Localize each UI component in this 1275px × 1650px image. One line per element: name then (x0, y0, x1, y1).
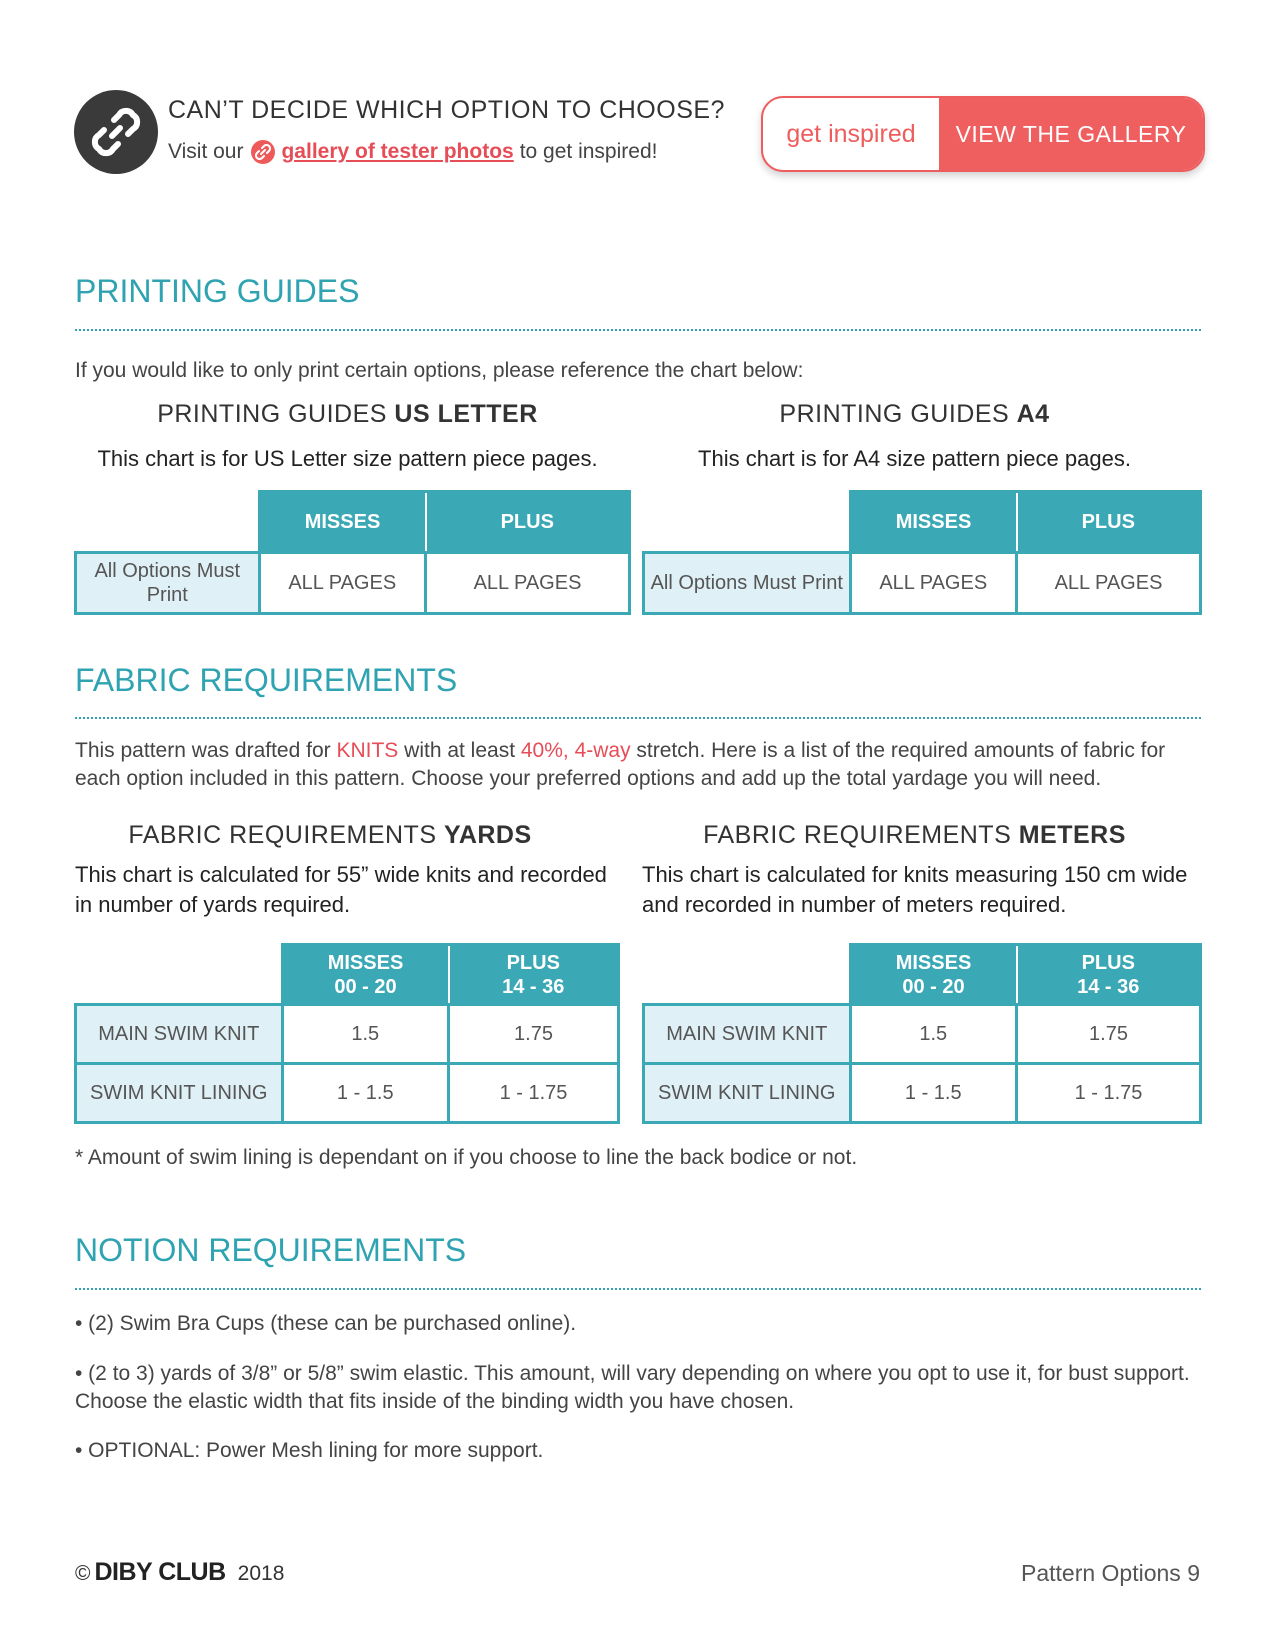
table-row (644, 1064, 1201, 1123)
table-row (76, 1005, 619, 1064)
col-header-misses: MISSES (850, 492, 1017, 553)
yards-desc: This chart is calculated for 55” wide knits and recorded in number of yards required. (75, 862, 607, 917)
small-link-icon (251, 140, 275, 164)
gallery-link[interactable]: gallery of tester photos (281, 140, 514, 163)
table-cell: 1.75 (449, 1005, 619, 1064)
yards-heading-plain: FABRIC REQUIREMENTS (128, 821, 444, 849)
col-header-line: PLUS (1081, 951, 1135, 974)
footer-year: 2018 (237, 1562, 285, 1585)
col-header-plus (1017, 945, 1201, 1005)
row-label: SWIM KNIT LINING (76, 1064, 283, 1123)
a4-desc: This chart is for A4 size pattern piece pages. (698, 446, 1131, 471)
col-header-line: MISSES (895, 951, 972, 974)
divider (75, 717, 1201, 719)
fabric-requirements-title: FABRIC REQUIREMENTS (75, 662, 458, 698)
col-header-misses (850, 945, 1017, 1005)
table-cell: 1 - 1.5 (850, 1064, 1017, 1123)
brand-logo: DIBY CLUB (94, 1558, 226, 1586)
a4-heading-plain: PRINTING GUIDES (779, 400, 1017, 428)
table-corner (644, 945, 851, 1005)
divider (75, 329, 1201, 331)
fabric-intro-2: with at least (398, 739, 521, 762)
yards-heading-bold: YARDS (443, 821, 532, 849)
meters-heading-bold: METERS (1018, 821, 1126, 849)
row-label: MAIN SWIM KNIT (76, 1005, 283, 1064)
us-letter-desc: This chart is for US Letter size pattern piece pages. (97, 446, 598, 471)
col-header-plus (449, 945, 619, 1005)
table-corner (76, 492, 260, 553)
table-row (76, 1064, 619, 1123)
a4-heading-bold: A4 (1016, 400, 1050, 428)
col-header-line: 00 - 20 (902, 975, 965, 998)
knits-highlight: KNITS (336, 739, 399, 762)
printing-guides-title: PRINTING GUIDES (75, 273, 360, 309)
lining-note: * Amount of swim lining is dependant on if you choose to line the back bodice or not. (75, 1146, 858, 1169)
table-row (644, 1005, 1201, 1064)
col-header-line: PLUS (506, 951, 560, 974)
fabric-intro (75, 737, 1205, 793)
meters-heading-plain: FABRIC REQUIREMENTS (703, 821, 1019, 849)
fabric-intro-1: This pattern was drafted for (75, 739, 337, 762)
us-letter-heading-bold: US LETTER (394, 400, 538, 428)
col-header-misses (282, 945, 449, 1005)
link-icon (74, 90, 158, 174)
table-cell: ALL PAGES (426, 553, 630, 614)
table-cell: 1 - 1.5 (282, 1064, 449, 1123)
meters-heading (642, 821, 1187, 850)
us-letter-table (74, 490, 631, 615)
col-header-line: 14 - 36 (1077, 975, 1140, 998)
page-number: Pattern Options 9 (1021, 1560, 1200, 1586)
divider (75, 1288, 1201, 1290)
table-corner (644, 492, 851, 553)
banner-sub-after: to get inspired! (519, 140, 658, 163)
a4-table (642, 490, 1202, 615)
row-label: All Options Must Print (76, 553, 260, 614)
table-cell: 1.5 (850, 1005, 1017, 1064)
copyright-symbol: © (75, 1562, 91, 1585)
col-header-plus: PLUS (426, 492, 630, 553)
yards-heading (75, 821, 585, 850)
banner-title: CAN’T DECIDE WHICH OPTION TO CHOOSE? (168, 96, 725, 124)
col-header-line: 14 - 36 (502, 975, 565, 998)
footer-copyright (75, 1558, 284, 1587)
view-gallery-label[interactable]: VIEW THE GALLERY (939, 98, 1203, 170)
us-letter-heading (75, 400, 620, 429)
list-item: • (2 to 3) yards of 3/8” or 5/8” swim elastic. This amount, will vary depending on where you opt to use it, for bust support. Choose the elastic width that fits inside of the binding width you have chosen. (75, 1362, 1190, 1413)
a4-heading (642, 400, 1187, 429)
get-inspired-label[interactable]: get inspired (786, 119, 916, 148)
printing-intro: If you would like to only print certain options, please reference the chart below: (75, 359, 804, 382)
fabric-intro-3: stretch. Here is a list of the required amounts of fabric for each option included in this pattern. Choose your preferred options and add up the total yardage you will need. (75, 739, 1166, 790)
table-cell: 1 - 1.75 (1017, 1064, 1201, 1123)
row-label: All Options Must Print (644, 553, 851, 614)
col-header-line: 00 - 20 (334, 975, 397, 998)
table-cell: 1.5 (282, 1005, 449, 1064)
notion-requirements-title: NOTION REQUIREMENTS (75, 1232, 467, 1268)
meters-desc: This chart is calculated for knits measuring 150 cm wide and recorded in number of meters required. (642, 862, 1188, 917)
list-item: • OPTIONAL: Power Mesh lining for more support. (75, 1439, 544, 1462)
yards-table (74, 943, 620, 1124)
banner-sub-before: Visit our (168, 140, 244, 163)
table-corner (76, 945, 283, 1005)
list-item: • (2) Swim Bra Cups (these can be purchased online). (75, 1312, 577, 1335)
table-cell: ALL PAGES (850, 553, 1017, 614)
col-header-misses: MISSES (259, 492, 426, 553)
table-cell: 1.75 (1017, 1005, 1201, 1064)
col-header-plus: PLUS (1017, 492, 1201, 553)
table-row (644, 553, 1201, 614)
view-gallery-button[interactable] (761, 96, 1205, 172)
banner-subtitle (168, 140, 657, 164)
col-header-line: MISSES (327, 951, 404, 974)
row-label: MAIN SWIM KNIT (644, 1005, 851, 1064)
table-row (76, 553, 630, 614)
table-cell: ALL PAGES (1017, 553, 1201, 614)
stretch-highlight: 40%, 4-way (520, 739, 631, 762)
table-cell: 1 - 1.75 (449, 1064, 619, 1123)
us-letter-heading-plain: PRINTING GUIDES (157, 400, 395, 428)
table-cell: ALL PAGES (259, 553, 426, 614)
meters-table (642, 943, 1202, 1124)
row-label: SWIM KNIT LINING (644, 1064, 851, 1123)
